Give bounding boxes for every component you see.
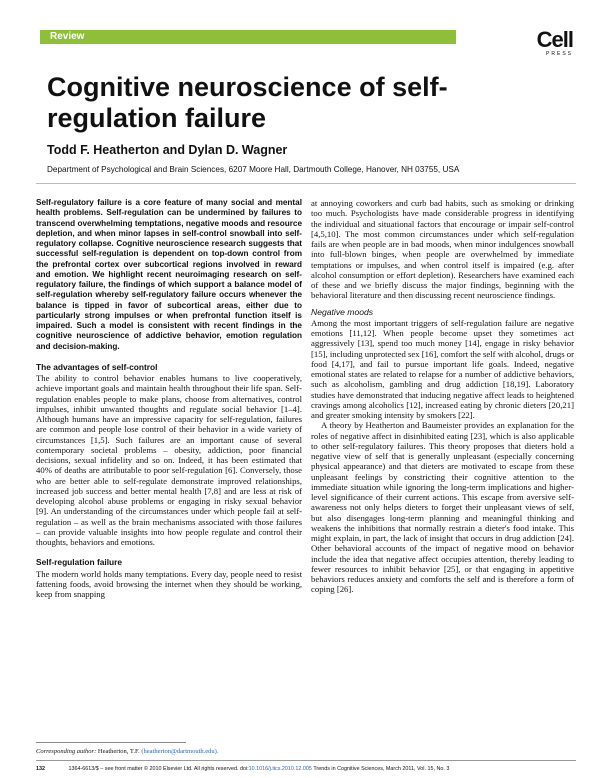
abstract: Self-regulatory failure is a core feature of many social and mental health problems. Self-regulation can be undermined by failures to transcend overwhelming temptations, negative moods and resource depletion, and when minor lapses in self-control snowball into self-regulatory collapse. Cognitive neuroscience research suggests that successful self-regulation is dependent on top-down control from the prefrontal cortex over subcortical regions involved in reward and emotion. We highlight recent neuroimaging research on self-regulatory failure, the findings of which support a balance model of self-regulation whereby self-regulatory failure occurs whenever the balance is tipped in favor of subcortical areas, either due to particularly strong impulses or when prefrontal function itself is impaired. Such a model is consistent with recent findings in the cognitive neuroscience of addictive behavior, emotion regulation and decision-making. xyxy=(36,198,302,351)
section-heading-advantages: The advantages of self-control xyxy=(36,361,158,372)
paragraph-failure: The modern world holds many temptations. Every day, people need to resist fattening foods, avoid browsing the internet when they should be working, keep from snapping xyxy=(36,568,302,599)
paragraph-negative-moods: Among the most important triggers of self-regulation failure are negative emotions [11,12]. When people become upset they sometimes act aggressively [13], spend too much money [14], engage in risky behavior [15], including unprotected sex [16], comfort the self with alcohol, drugs or food [4,17], and fail to pursue important life goals. Indeed, negative emotional states are related to relapse for a number of addictive behaviors, such as alcoholism, gambling and drug addiction [18,19]. Laboratory studies have demonstrated that inducing negative affect leads to heightened cravings among alcoholics [12], increased eating by chronic dieters [20,21] and greater smoking intensity by smokers [22]. xyxy=(311,317,574,420)
article-title: Cognitive neuroscience of self-regulation failure xyxy=(47,72,448,133)
section-heading-failure: Self-regulation failure xyxy=(36,557,123,568)
page-number: 132 xyxy=(36,766,45,772)
logo-brand: Cell xyxy=(536,27,573,52)
left-column xyxy=(36,198,302,599)
paragraph-theory: A theory by Heatherton and Baumeister provides an explanation for the roles of negative affect in disinhibited eating [23], which is also applicable to other self-regulatory failures. This theory proposes that dieters hold a negative view of self that is generally unpleasant (especially concerning physical appearance) and that dieters are motivated to escape from these unpleasant feelings by constricting their cognitive attention to the immediate situation while ignoring the long-term implications and higher-level significance of their current actions. This escape from aversive self-awareness not only helps dieters to forget their unpleasant views of self, but also disengages long-term planning and meaningful thinking and weakens the inhibitions that normally restrain a dieter's food intake. This might explain, in part, the lack of insight that occurs in drug addiction [24]. Other behavioral accounts of the impact of negative mood on behavior include the idea that negative affect occupies attention, thereby leading to fewer resources to inhibit behavior [25], or that engaging in appetitive behaviors reduces anxiety and comforts the self and is therefore a form of coping [26]. xyxy=(311,420,574,595)
section-label: Review xyxy=(50,31,85,42)
footer-divider xyxy=(36,760,576,761)
paragraph-advantages: The ability to control behavior enables humans to live cooperatively, achieve important goals and maintain health throughout their life span. Self-regulation enables people to make plans, choose from alternatives, control impulses, inhibit unwanted thoughts and regulate social behavior [1–4]. Although humans have an impressive capacity for self-regulation, failures are common and people lose control of their behavior in a wide variety of circumstances [1,5]. Such failures are an important cause of several contemporary societal problems – obesity, addiction, poor financial decisions, sexual infidelity and so on. Indeed, it has been estimated that 40% of deaths are attributable to poor self-regulation [6]. Conversely, those who are better able to self-regulate demonstrate improved relationships, increased job success and better mental health [7,8] and are less at risk of developing alcohol abuse problems or engaging in risky sexual behavior [9]. An understanding of the circumstances under which people fail at self-regulation – as well as the brain mechanisms associated with those failures – can provide valuable insights into how people regulate and control their thoughts, behaviors and emotions. xyxy=(36,373,302,547)
cell-press-logo xyxy=(519,29,573,57)
footnote-name: Heatherton, T.F. xyxy=(97,748,140,755)
footnote-rule xyxy=(36,742,186,743)
corresponding-author xyxy=(36,748,218,755)
page-footer xyxy=(36,766,576,772)
right-column xyxy=(311,198,574,595)
header-divider xyxy=(36,183,576,184)
author-email-link[interactable]: (heatherton@dartmouth.edu). xyxy=(141,748,219,755)
subheading-negative-moods: Negative moods xyxy=(311,306,374,317)
journal-citation: Trends in Cognitive Sciences, March 2011, Vol. 15, No. 3 xyxy=(313,766,450,772)
paragraph-continued: at annoying coworkers and curb bad habits, such as smoking or drinking too much. Psychologists have made considerable progress in identifying the individual and situational factors that encourage or impair self-control [4,5,10]. The most common circumstances under which self-regulation fails are when people are in bad moods, when minor indulgences snowball into full-blown binges, when people are overwhelmed by immediate temptations or impulses, and when control itself is impaired (e.g. after alcohol consumption or effort depletion). Researchers have examined each of these and we briefly discuss the major findings, beginning with the behavioral literature and then discussing recent neuroscience findings. xyxy=(311,198,574,301)
section-ribbon xyxy=(40,30,456,44)
article-affiliation: Department of Psychological and Brain Sciences, 6207 Moore Hall, Dartmouth College, Hanover, NH 03755, USA xyxy=(47,165,460,174)
article-authors: Todd F. Heatherton and Dylan D. Wagner xyxy=(47,143,288,157)
logo-sub: PRESS xyxy=(546,51,573,57)
doi-link[interactable]: 10.1016/j.tics.2010.12.005 xyxy=(248,766,312,772)
footnote-label: Corresponding author: xyxy=(36,748,97,755)
copyright-text: 1364-6613/$ – see front matter © 2010 Elsevier Ltd. All rights reserved. doi: xyxy=(68,766,249,772)
